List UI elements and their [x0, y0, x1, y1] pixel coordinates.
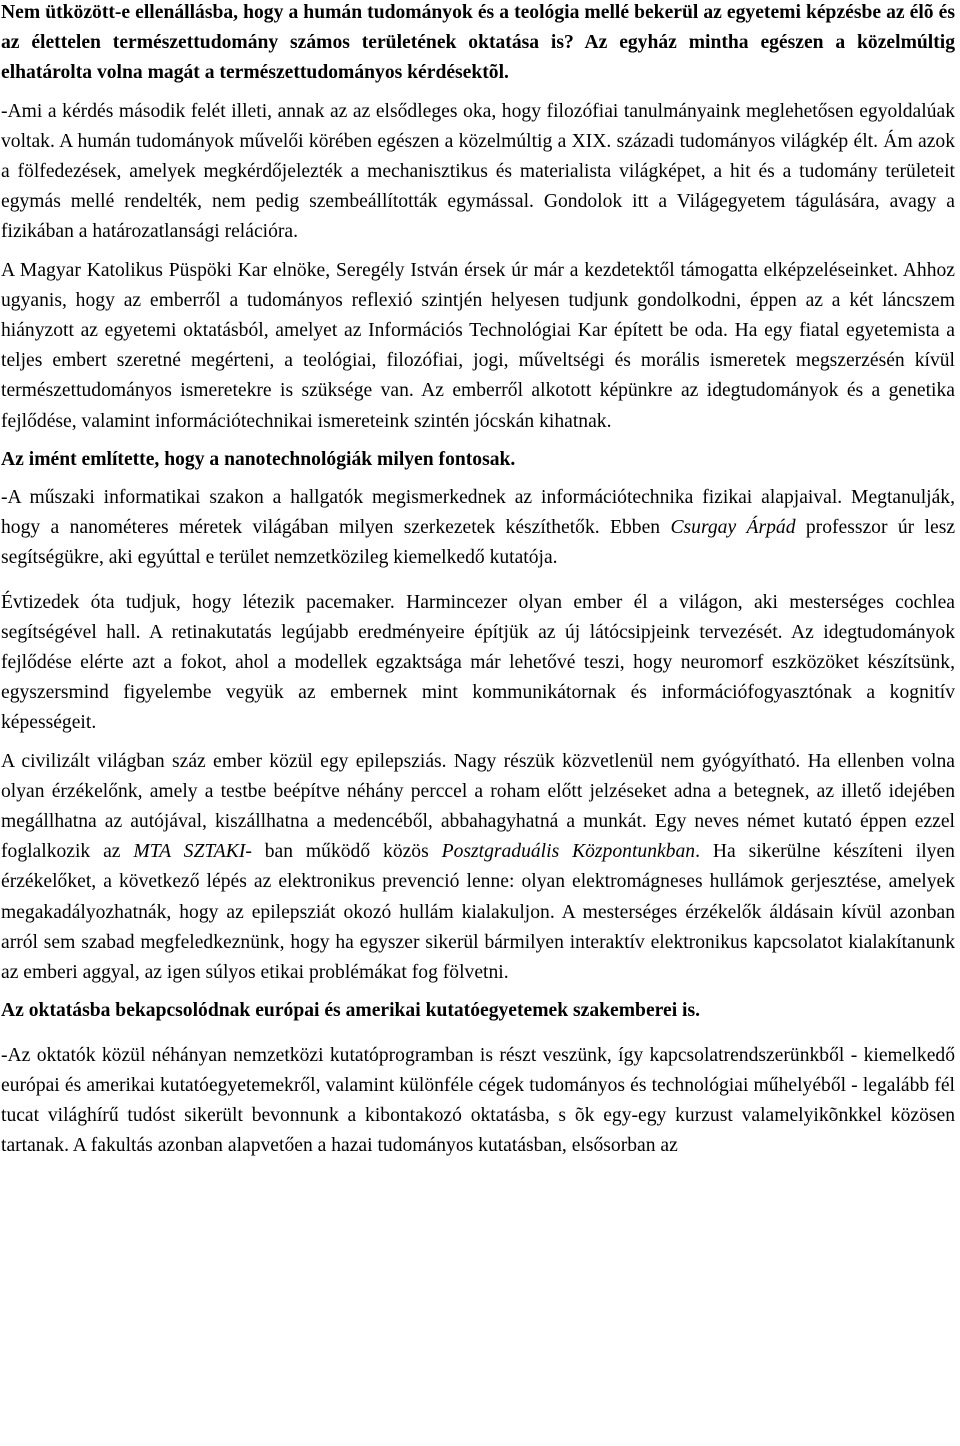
- answer-paragraph-5-text-c: . Ha sikerülne készíteni ilyen érzékelőket, a következő lépés az elektronikus prevenció lenne: olyan elektromágneses hullámok gerjesztése, amelyek megakadályozhatnák, hogy az epilepsziát okozó hullám kialakuljon. A mesterséges érzékelők áldásain kívül azonban arról sem szabad megfeledkeznünk, hogy ha egyszer sikerül bármilyen interaktív elektronikus kapcsolatot kialakítanunk az emberi aggyal, az igen súlyos etikai problémákat fog fölvetni.: [1, 841, 955, 984]
- answer-paragraph-3-text-b: professzor úr lesz segítségükre, aki egyúttal e terület nemzetközileg kiemelkedő kutatója.: [1, 517, 956, 569]
- question-paragraph-2: Az imént említette, hogy a nanotechnológiák milyen fontosak.: [1, 448, 516, 470]
- answer-paragraph-1: -Ami a kérdés második felét illeti, annak az az elsődleges oka, hogy filozófiai tanulmányaink meglehetősen egyoldalúak voltak. A humán tudományok művelői körében egészen a közelmúltig a XIX. századi tudományos világkép élt. Ám azok a fölfedezések, amelyek megkérdőjelezték a mechanisztikus és materialista világképet, a hit és a tudomány területeit egymás mellé rendelték, nem pedig szembeállították egymással. Gondolok itt a Világegyetem tágulására, avagy a fizikában a határozatlansági relációra.: [1, 100, 955, 243]
- answer-paragraph-4: Évtizedek óta tudjuk, hogy létezik pacemaker. Harmincezer olyan ember él a világon, aki mesterséges cochlea segítségével hall. A retinakutatás legújabb eredményeire építjük az új látócsipjeink tervezését. Az idegtudományok fejlődése elérte azt a fokot, ahol a modellek egzaktsága már lehetővé teszi, hogy neuromorf eszközöket készítsünk, egyszersmind figyelembe vegyük az embernek mint kommunikátornak és információfogyasztónak a kognitív képességeit.: [1, 591, 955, 734]
- institute-name: MTA SZTAKI-: [133, 841, 252, 863]
- question-paragraph-3: Az oktatásba bekapcsolódnak európai és amerikai kutatóegyetemek szakemberei is.: [1, 1000, 701, 1022]
- center-name: Posztgraduális Központunkban: [441, 841, 696, 863]
- answer-paragraph-5: [1, 747, 955, 989]
- answer-paragraph-3-text-a: -A műszaki informatikai szakon a hallgatók megismerkednek az információtechnika fizikai alapjaival. Megtanulják, hogy a nanométeres méretek világában milyen szerkezetek készíthetők. Ebben: [1, 487, 955, 539]
- answer-paragraph-5-text-a: A civilizált világban száz ember közül egy epilepsziás. Nagy részük közvetlenül nem gyógyítható. Ha ellenben volna olyan érzékelőnk, amely a testbe beépítve néhány perccel a roham előtt jelzéseket adna a betegnek, az illető idejében megállhatna az autójával, kiszállhatna a medencéből, abbahagyhatná a munkát. Egy neves német kutató éppen ezzel foglalkozik az: [1, 750, 955, 863]
- answer-paragraph-3: [1, 483, 955, 574]
- answer-paragraph-5-text-b: ban működő közös: [251, 841, 442, 863]
- professor-name: Csurgay Árpád: [670, 517, 796, 539]
- question-paragraph-1: Nem ütközött-e ellenállásba, hogy a humán tudományok és a teológia mellé bekerül az egyetemi képzésbe az élõ és az élettelen természettudomány számos területének oktatása is? Az egyház mintha egészen a közelmúltig elhatárolta volna magát a természettudományos kérdésektõl.: [1, 2, 955, 84]
- answer-paragraph-2: A Magyar Katolikus Püspöki Kar elnöke, Seregély István érsek úr már a kezdetektől támogatta elképzeléseinket. Ahhoz ugyanis, hogy az emberről a tudományos reflexió szintjén helyesen tudjunk gondolkodni, éppen az a két láncszem hiányzott az egyetemi oktatásból, amelyet az Információs Technológiai Kar épített be oda. Ha egy fiatal egyetemista a teljes embert szeretné megérteni, a teológiai, filozófiai, jogi, műveltségi és morális ismeretek megszerzésén kívül természettudományos ismeretekre is szüksége van. Az emberről alkotott képünkre az idegtudományok és a genetika fejlődése, valamint információtechnikai ismereteink szintén jócskán kihatnak.: [1, 259, 955, 432]
- answer-paragraph-6: -Az oktatók közül néhányan nemzetközi kutatóprogramban is részt veszünk, így kapcsolatrendszerünkből - kiemelkedő európai és amerikai kutatóegyetemekről, valamint különféle cégek tudományos és technológiai műhelyéből - legalább fél tucat világhírű tudóst sikerült bevonnunk a kibontakozó oktatásba, s õk egy-egy kurzust valamelyikõnkkel közösen tartanak. A fakultás azonban alapvetően a hazai tudományos kutatásban, elsősorban az: [1, 1044, 955, 1157]
